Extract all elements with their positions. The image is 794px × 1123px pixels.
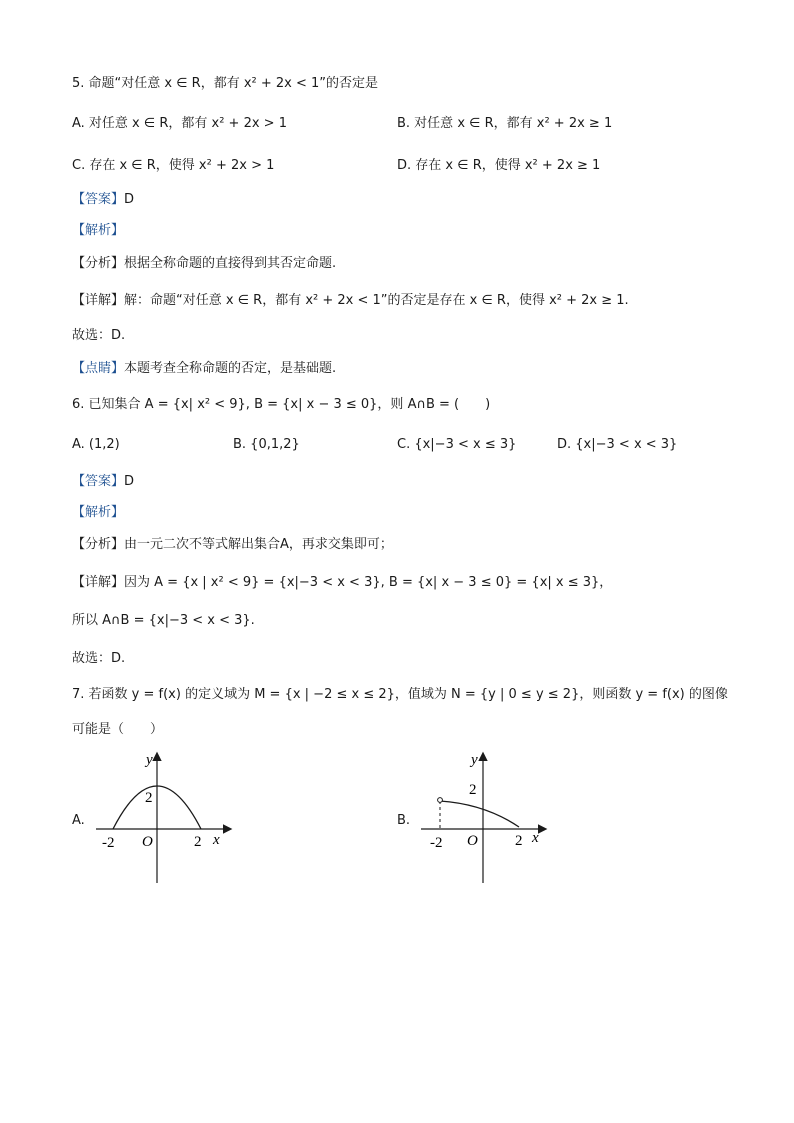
q5-option-b: B. 对任意 x ∈ R，都有 x² + 2x ≥ 1 bbox=[397, 116, 613, 131]
origin-label: O bbox=[142, 834, 153, 850]
origin-label: O bbox=[467, 833, 478, 849]
q5-comment-line bbox=[72, 360, 336, 378]
comment-tag: 【点睛】 bbox=[72, 361, 125, 376]
q5-conclusion: 故选：D. bbox=[72, 328, 126, 343]
q6-option-a: A. (1,2) bbox=[72, 437, 120, 452]
q6-detail-line-2: 所以 A∩B = {x|−3 < x < 3}. bbox=[72, 613, 255, 628]
detail-text: 解：命题“对任意 x ∈ R，都有 x² + 2x < 1”的否定是存在 x ∈ R，使得 x² + 2x ≥ 1. bbox=[124, 293, 629, 308]
q6-conclusion: 故选：D. bbox=[72, 651, 126, 666]
answer-tag: 【答案】 bbox=[72, 474, 125, 489]
y-tick: 2 bbox=[469, 782, 477, 798]
x-axis-label: x bbox=[532, 830, 539, 846]
answer-value: D bbox=[124, 192, 135, 207]
detail-tag: 【详解】 bbox=[72, 293, 125, 308]
q6-option-b: B. {0,1,2} bbox=[233, 437, 300, 452]
fenxi-tag: 【分析】 bbox=[72, 537, 125, 552]
q5-option-a: A. 对任意 x ∈ R，都有 x² + 2x > 1 bbox=[72, 116, 287, 131]
y-tick: 2 bbox=[145, 790, 153, 806]
y-axis-label: y bbox=[146, 752, 153, 768]
q6-analysis-line bbox=[72, 504, 124, 522]
q6-option-d: D. {x|−3 < x < 3} bbox=[557, 437, 678, 452]
x-tick-pos: 2 bbox=[194, 834, 202, 850]
fenxi-tag: 【分析】 bbox=[72, 256, 125, 271]
q5-option-c: C. 存在 x ∈ R，使得 x² + 2x > 1 bbox=[72, 158, 275, 173]
q7-stem-line-2: 可能是（ ） bbox=[72, 722, 164, 737]
q5-option-d: D. 存在 x ∈ R，使得 x² + 2x ≥ 1 bbox=[397, 158, 601, 173]
curve bbox=[440, 801, 519, 827]
q6-fenxi-line bbox=[72, 536, 393, 554]
x-tick-pos: 2 bbox=[515, 833, 523, 849]
graph-b-label: B. bbox=[397, 813, 411, 828]
detail-text: 因为 A = {x | x² < 9} = {x|−3 < x < 3}, B = {x| x − 3 ≤ 0} = {x| x ≤ 3}， bbox=[124, 575, 613, 590]
graph-b bbox=[415, 748, 555, 888]
x-tick-neg: -2 bbox=[102, 835, 115, 851]
graph-a-label: A. bbox=[72, 813, 85, 828]
detail-tag: 【详解】 bbox=[72, 575, 125, 590]
q6-answer-line bbox=[72, 473, 134, 491]
q5-detail-line bbox=[72, 292, 629, 310]
fenxi-text: 由一元二次不等式解出集合A，再求交集即可； bbox=[124, 537, 393, 552]
x-axis-label: x bbox=[213, 832, 220, 848]
comment-text: 本题考查全称命题的否定，是基础题. bbox=[124, 361, 337, 376]
x-tick-neg: -2 bbox=[430, 835, 443, 851]
answer-tag: 【答案】 bbox=[72, 192, 125, 207]
fenxi-text: 根据全称命题的直接得到其否定命题. bbox=[124, 256, 337, 271]
q6-stem: 6. 已知集合 A = {x| x² < 9}, B = {x| x − 3 ≤ 0}，则 A∩B = ( ) bbox=[72, 397, 491, 412]
q5-fenxi-line bbox=[72, 255, 336, 273]
answer-value: D bbox=[124, 474, 135, 489]
y-axis-label: y bbox=[471, 752, 478, 768]
q5-stem: 5. 命题“对任意 x ∈ R，都有 x² + 2x < 1”的否定是 bbox=[72, 76, 379, 91]
open-endpoint bbox=[438, 798, 443, 803]
analysis-tag: 【解析】 bbox=[72, 505, 125, 520]
q5-analysis-line bbox=[72, 222, 124, 240]
q7-stem-line-1: 7. 若函数 y = f(x) 的定义域为 M = {x | −2 ≤ x ≤ 2}，值域为 N = {y | 0 ≤ y ≤ 2}，则函数 y = f(x) 的图像 bbox=[72, 687, 728, 702]
q5-answer-line bbox=[72, 191, 134, 209]
graph-a bbox=[90, 748, 230, 888]
q6-detail-line bbox=[72, 574, 612, 592]
analysis-tag: 【解析】 bbox=[72, 223, 125, 238]
q6-option-c: C. {x|−3 < x ≤ 3} bbox=[397, 437, 517, 452]
